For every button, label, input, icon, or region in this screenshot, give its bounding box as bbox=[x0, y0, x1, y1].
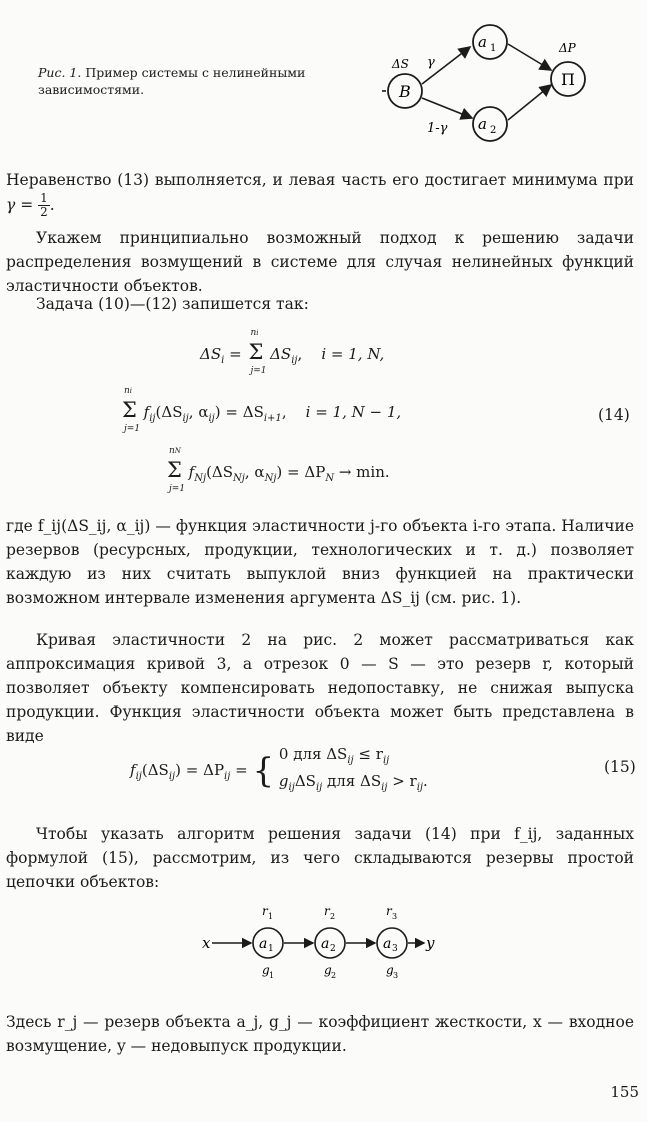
eq15-case1-sub: ij bbox=[347, 755, 354, 766]
eq15-cases bbox=[279, 744, 428, 798]
eq14-l1-top-sub: i bbox=[256, 329, 259, 337]
gain-2-sub: 2 bbox=[331, 971, 337, 980]
gain-2: g bbox=[324, 963, 332, 977]
eq14-l2-arg3: ) = ΔS bbox=[214, 403, 264, 421]
eq14-l1-top-n: n bbox=[250, 328, 257, 338]
eq15-case1-cond: ≤ r bbox=[353, 745, 383, 763]
gamma-half-formula bbox=[6, 191, 55, 219]
node-a2-sub: 2 bbox=[490, 125, 497, 136]
gain-1-sub: 1 bbox=[269, 971, 275, 980]
eq15-brace: { bbox=[252, 751, 275, 791]
eq14-l2-cond: i = 1, N − 1, bbox=[305, 403, 402, 421]
edge-b-a2 bbox=[422, 98, 472, 118]
eq14-l2-top-sub: i bbox=[129, 387, 133, 395]
eq15-case2-g-sub: ij bbox=[288, 782, 295, 793]
edge-a2-p bbox=[508, 85, 551, 120]
eq14-l3-rhs-sub: N bbox=[325, 473, 335, 484]
eq14-line1: $\Delta S_i = \Sigma$ ni j=1 $\Delta S_{ij}$, i = 1, N, bbox=[200, 328, 385, 376]
chain-node-3-label: a bbox=[383, 936, 392, 952]
eq15-lhs-arg: (ΔS bbox=[141, 761, 169, 779]
node-a1-sub: 1 bbox=[490, 43, 497, 54]
reserve-1: r bbox=[262, 904, 268, 918]
eq15-lhs: f bbox=[130, 761, 136, 779]
chain-node-3-sub: 3 bbox=[392, 944, 398, 954]
fraction-num: 1 bbox=[40, 191, 48, 205]
paragraph-3: Задача (10)—(12) запишется так: bbox=[36, 295, 309, 313]
eq14-l1-sum bbox=[248, 328, 267, 376]
eq14-l2-arg-sub: ij bbox=[182, 413, 189, 424]
eq15 bbox=[130, 744, 428, 798]
eq14-l1-term-sub: ij bbox=[291, 355, 298, 366]
paragraph-1-text: Неравенство (13) выполняется, и левая часть его достигает минимума при bbox=[6, 171, 634, 189]
paragraph-6: Чтобы указать алгоритм решения задачи (14) при f_ij, заданных формулой (15), рассмотрим, из чего складываются резервы простой цепочки объектов: bbox=[6, 825, 634, 891]
eq14-l2-bot: j=1 bbox=[124, 424, 141, 434]
eq14-l2-sum bbox=[122, 386, 141, 434]
eq14-l1-top bbox=[250, 328, 258, 338]
paragraph-2: Укажем принципиально возможный подход к решению задачи распределения возмущений в системе для случая нелинейных функций эластичности объектов. bbox=[6, 229, 634, 295]
gamma-eq: γ = bbox=[6, 195, 34, 214]
eq15-case2-g: g bbox=[278, 772, 289, 790]
figure1-label: Рис. 1. bbox=[38, 65, 82, 80]
gamma-label: γ bbox=[427, 55, 435, 70]
one-minus-gamma-label: 1-γ bbox=[427, 121, 448, 136]
reserve-3-sub: 3 bbox=[392, 912, 398, 921]
eq14-l2-top-n: n bbox=[124, 386, 130, 396]
eq14-l2-sigma: Σ bbox=[122, 398, 137, 422]
figure1-caption-text: Пример системы с нелинейными зависимостями. bbox=[38, 65, 306, 97]
reserve-1-sub: 1 bbox=[268, 912, 274, 921]
figure1-diagram bbox=[372, 10, 602, 142]
paragraph-1 bbox=[6, 168, 634, 219]
eq14-l3-arg2: , α bbox=[244, 463, 265, 481]
eq15-case2-end-sub: ij bbox=[416, 782, 424, 793]
figure1-caption bbox=[38, 64, 343, 98]
paragraph-7: Здесь r_j — резерв объекта a_j, g_j — коэффициент жесткости, x — входное возмущение, y — недовыпуск продукции. bbox=[6, 1013, 634, 1055]
page-number: 155 bbox=[610, 1083, 639, 1101]
eq14-l3-arg-sub: Nj bbox=[233, 473, 245, 484]
eq14-l1-cond: i = 1, N, bbox=[321, 345, 385, 363]
chain-node-1-sub: 1 bbox=[268, 944, 274, 954]
fraction-den: 2 bbox=[40, 205, 48, 219]
eq15-case1-cond-sub: ij bbox=[382, 755, 390, 766]
reserve-2-sub: 2 bbox=[330, 912, 336, 921]
eq14-line2: Σ ni j=1 $f_{ij}(\Delta S_{ij}$, $\alpha_{ij}) = \Delta S_{i+1}$, i = 1, N − 1, bbox=[122, 386, 402, 434]
eq14-l3-top-n: n bbox=[169, 446, 175, 456]
paragraph-5: Кривая эластичности 2 на рис. 2 может рассматриваться как аппроксимация кривой 3, а отрезок 0 — S — это резерв r, который позволяет объекту компенсировать недопоставку, не снижая выпуска продукции. Функция эластичности объекта может быть представлена в виде bbox=[6, 631, 634, 745]
eq14-l2-arg2: , α bbox=[188, 403, 209, 421]
eq15-case1 bbox=[279, 744, 428, 771]
eq14-l3-f: f bbox=[188, 463, 195, 481]
delta-p-label: ΔP bbox=[559, 41, 576, 55]
eq14-l3-sum bbox=[167, 446, 186, 494]
edge-a1-p bbox=[508, 44, 551, 70]
gain-3-sub: 3 bbox=[393, 971, 399, 980]
eq14-l2-f-sub: ij bbox=[149, 413, 156, 424]
eq14-l1-bot: j=1 bbox=[250, 366, 267, 376]
reserve-3: r bbox=[386, 904, 392, 918]
chain-node-2-sub: 2 bbox=[330, 944, 336, 954]
node-a1-label: a bbox=[478, 33, 487, 51]
eq14-l3-arg: (ΔS bbox=[206, 463, 234, 481]
figure2-chain bbox=[196, 900, 436, 980]
eq14-l2-rhs-sub: i+1 bbox=[263, 413, 282, 424]
node-b-label: B bbox=[399, 82, 411, 101]
chain-node-1-label: a bbox=[259, 936, 268, 952]
eq14-l1-lhs-sub: i bbox=[221, 355, 225, 366]
eq15-case2 bbox=[279, 771, 428, 798]
eq14-l3-top-sub: N bbox=[174, 447, 181, 455]
reserve-2: r bbox=[324, 904, 330, 918]
eq14-l3-arg3: ) = ΔP bbox=[276, 463, 326, 481]
eq15-case1-text: 0 для ΔS bbox=[278, 745, 348, 763]
chain-input: x bbox=[202, 934, 211, 952]
paragraph-4: где f_ij(ΔS_ij, α_ij) — функция эластичности j-го объекта i-го этапа. Наличие резервов (ресурсных, продукции, технологических и т. д.) позволяет каждую из них считать выпуклой вниз функцией на практически возможном интервале изменения аргумента ΔS_ij (см. рис. 1). bbox=[6, 517, 634, 607]
eq14-l2-top bbox=[124, 386, 132, 396]
eq15-eq: = bbox=[235, 761, 248, 779]
gain-1: g bbox=[262, 963, 270, 977]
eq15-case2-cond: для ΔS bbox=[322, 772, 382, 790]
eq15-case2-mid-sub: ij bbox=[315, 782, 323, 793]
eq14-l3-tail: → min. bbox=[334, 463, 390, 481]
eq14-line3 bbox=[165, 446, 390, 494]
eq15-lhs-arg-end: ) = ΔP bbox=[175, 761, 225, 779]
chain-output: y bbox=[426, 934, 435, 952]
eq14-l3-bot: j=1 bbox=[169, 484, 186, 494]
node-a2-label: a bbox=[478, 115, 487, 133]
eq14-l1-lhs: ΔS bbox=[200, 345, 222, 363]
eq14-l1-sigma: Σ bbox=[248, 340, 264, 364]
eq14-l3-top bbox=[169, 446, 181, 456]
eq15-lhs-arg-sub: ij bbox=[168, 771, 176, 782]
gain-3: g bbox=[386, 963, 394, 977]
chain-node-2-label: a bbox=[321, 936, 330, 952]
eq15-number: (15) bbox=[604, 758, 636, 776]
eq15-case2-cond-sub: ij bbox=[381, 782, 388, 793]
eq15-case2-mid: ΔS bbox=[294, 772, 316, 790]
eq14-l1-eq: = bbox=[229, 345, 242, 363]
delta-s-label: ΔS bbox=[392, 57, 409, 71]
eq14-l3-sigma: Σ bbox=[167, 458, 182, 482]
eq14-l2-f: f bbox=[143, 403, 150, 421]
node-p-label: П bbox=[561, 70, 575, 89]
formula-end: . bbox=[49, 195, 55, 214]
eq14-l2-arg2-sub: ij bbox=[208, 413, 215, 424]
eq14-l3-f-sub: Nj bbox=[194, 473, 207, 484]
eq14-number: (14) bbox=[598, 406, 630, 424]
eq15-case2-end: > r bbox=[387, 772, 417, 790]
eq14-l1-term: ΔS bbox=[270, 345, 292, 363]
eq15-lhs-sub: ij bbox=[135, 771, 142, 782]
eq14-l2-arg: (ΔS bbox=[155, 403, 183, 421]
eq15-case2-dot: . bbox=[423, 772, 428, 790]
fraction bbox=[38, 192, 50, 219]
eq14-l3-arg2-sub: Nj bbox=[264, 473, 277, 484]
eq15-lhs-p-sub: ij bbox=[224, 771, 231, 782]
